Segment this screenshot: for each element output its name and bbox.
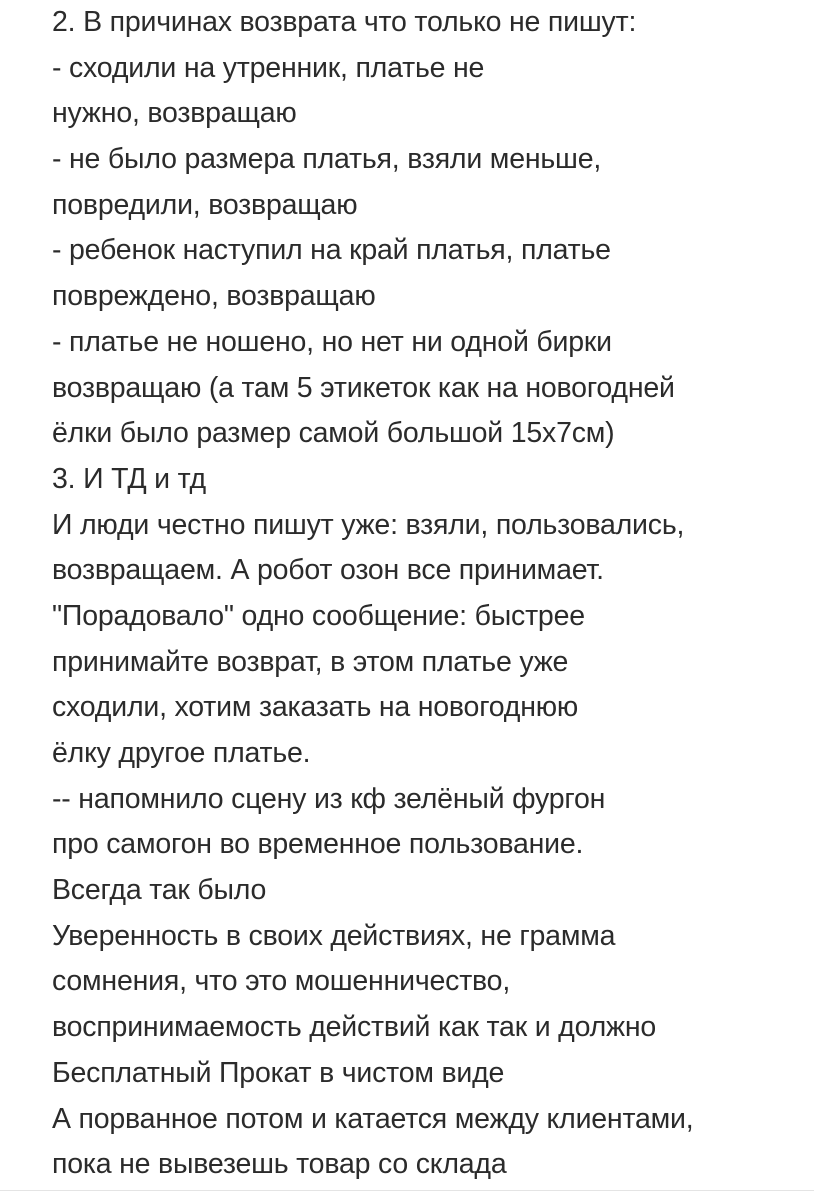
text-line: Бесплатный Прокат в чистом виде bbox=[52, 1056, 505, 1089]
text-line: возвращаю (а там 5 этикеток как на новогодней bbox=[52, 371, 675, 404]
text-line: А порванное потом и катается между клиентами, bbox=[52, 1102, 694, 1135]
text-line: повредили, возвращаю bbox=[52, 188, 358, 221]
text-line: "Порадовало" одно сообщение: быстрее bbox=[52, 599, 585, 632]
text-line: И люди честно пишут уже: взяли, пользовались, bbox=[52, 508, 685, 541]
text-line: возвращаем. А робот озон все принимает. bbox=[52, 554, 604, 587]
document-body bbox=[52, 0, 812, 1188]
list-item-2-heading: 2. В причинах возврата что только не пишут: bbox=[52, 6, 637, 38]
text-line: - ребенок наступил на край платья, платье bbox=[52, 234, 611, 267]
text-line: принимайте возврат, в этом платье уже bbox=[52, 645, 569, 678]
list-item-3-heading: 3. И ТД и тд bbox=[52, 462, 206, 495]
text-line: - сходили на утренник, платье не bbox=[52, 51, 485, 84]
text-line: - не было размера платья, взяли меньше, bbox=[52, 143, 602, 176]
text-line: повреждено, возвращаю bbox=[52, 280, 376, 313]
text-line: ёлки было размер самой большой 15х7см) bbox=[52, 417, 615, 450]
text-line: нужно, возвращаю bbox=[52, 97, 297, 130]
text-line: -- напомнило сцену из кф зелёный фургон bbox=[52, 782, 606, 815]
text-line: ёлку другое платье. bbox=[52, 737, 311, 769]
text-line: пока не вывезешь товар со склада bbox=[52, 1148, 507, 1181]
bottom-divider bbox=[0, 1190, 814, 1191]
text-line: сомнения, что это мошенничество, bbox=[52, 965, 511, 998]
text-line: Уверенность в своих действиях, не грамма bbox=[52, 919, 616, 952]
text-line: - платье не ношено, но нет ни одной бирки bbox=[52, 325, 612, 358]
text-line: Всегда так было bbox=[52, 874, 267, 907]
text-line: про самогон во временное пользование. bbox=[52, 828, 584, 861]
text-line: воспринимаемость действий как так и должно bbox=[52, 1011, 657, 1044]
text-line: сходили, хотим заказать на новогоднюю bbox=[52, 691, 579, 724]
